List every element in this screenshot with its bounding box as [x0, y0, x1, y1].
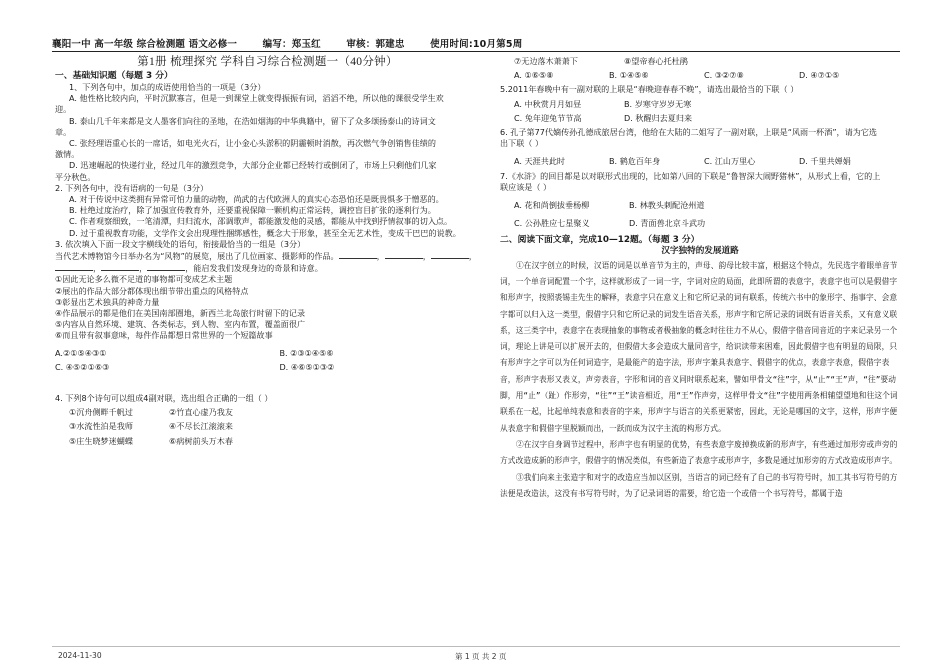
q3-options-row	[55, 348, 480, 359]
header-rule	[52, 51, 900, 52]
q4-line: ⑧望帝春心托杜鹃	[624, 56, 688, 66]
question-6-stem: 6. 孔子第77代嫡传孙孔德成旅居台湾，他给在大陆的二姐写了一副对联，上联是“风雨一杯酒”，请为它选	[500, 127, 878, 138]
q4-option-b: B. ①④⑤⑥	[609, 70, 649, 81]
q3-item: ③彰显出艺术独具的神奇力量	[55, 296, 160, 307]
q4-lines-row	[69, 421, 480, 432]
section-2-heading: 二、阅读下面文章，完成10—12题。（每题 3 分）	[500, 235, 700, 246]
q1-option-a: A. 他性格比较内向，平时沉默寡言，但是一到课堂上就变得振振有词，滔滔不绝，所以他的课很受学生欢	[69, 93, 444, 104]
header-reviewer: 审核：郭建忠	[346, 39, 405, 50]
q5-options-row	[514, 113, 900, 124]
header-date: 使用时间:10月第5周	[430, 39, 523, 50]
q2-option-b: B. 杜绝过度治疗，除了加强宣传教育外，还要重视保障一颗机构正常运转，调控盲目扩张的逐利行为。	[69, 205, 436, 216]
q3-passage-start: 当代艺术博物馆今日举办名为“风物”的展览，展出了几位画家、摄影师的作品。	[55, 251, 339, 262]
q4-lines-row	[69, 436, 480, 447]
question-7-stem: 7.《水浒》的回目都是以对联形式出现的，比如第八回的下联是“鲁智深大闹野猪林”，从形式上看，它的上	[500, 170, 881, 181]
q4-line: ③水流性泊是我师	[69, 421, 133, 432]
essay-paragraph: ②在汉字自身调节过程中，形声字也有明显的优势，有些表意字废掉换成新的形声字，有些通过加形旁或声旁的方式改造成新的形声字，假借字的情况类似，有些新造了表意字或形声字，多数是通过加形旁的方式改造成形声字。	[500, 439, 898, 466]
q4-line: ⑥病树前头万木春	[169, 435, 233, 446]
question-4-stem: 4. 下列8个诗句可以组成4副对联，选出组合正确的一组（ ）	[55, 393, 273, 404]
right-column	[500, 55, 900, 498]
essay-paragraph: ③我们向来主张造字和对字的改造应当加以区别，当语言的词已经有了自己的书写符号时，加工其书写符号的方法便是改造法，这没有书写符号时，为了记录词语的需要，给它造一个或借一个书写符号，都属于造	[500, 472, 898, 498]
section-1-heading: 一、基础知识题（每题 3 分）	[55, 71, 173, 81]
question-7-stem-cont: 联应该是（ ）	[500, 181, 552, 192]
q4-lines-row	[514, 56, 900, 67]
q1-option-b-cont: 章。	[55, 126, 72, 137]
q1-option-b: B. 泰山几千年来都是文人墨客们向往的圣地，在浩如烟海的中华典籍中，留下了众多颂扬泰山的诗词文	[69, 115, 436, 126]
q3-item: ①因此无论多么微不足道的事物都可变成艺术主题	[55, 274, 233, 285]
page-title: 第1册 梳理探究 学科自习综合检测题一（40分钟）	[137, 56, 398, 68]
footer-date: 2024-11-30	[58, 651, 102, 660]
q6-option-b: B. 鹤危百年身	[609, 156, 661, 167]
q2-option-d: D. 过于重视教育功能，文学作文会出现理性捆绑感性，概念大于形象，甚至全无艺术性，变成干巴巴的说教。	[69, 227, 461, 238]
question-1-stem: 1、下列各句中，加点的成语使用恰当的一项是（3分）	[69, 82, 266, 92]
answer-blank	[147, 262, 185, 271]
q4-options-row	[514, 70, 900, 81]
left-column	[55, 55, 480, 450]
answer-blank	[339, 250, 377, 259]
q3-option-d: D. ④⑥⑤①③②	[279, 361, 335, 372]
answer-blank	[431, 250, 469, 259]
q5-options-row	[514, 99, 900, 110]
essay-body	[500, 258, 900, 498]
q4-line: ④不尽长江滚滚来	[169, 421, 233, 432]
q7-options-row	[514, 200, 900, 211]
q6-option-c: C. 江山万里心	[704, 156, 756, 167]
q5-option-a: A. 中秋赏月月如昼	[514, 98, 582, 109]
q4-option-c: C. ③②⑦⑧	[704, 70, 744, 81]
page-header	[52, 36, 902, 50]
question-3-stem: 3. 依次填入下面一段文字横线处的语句，衔接最恰当的一组是（3分）	[55, 238, 306, 249]
q7-option-a: A. 花和尚倒拔垂杨柳	[514, 200, 590, 211]
q5-option-d: D. 秋醒归去夏归来	[624, 112, 693, 123]
q3-item: ④作品展示的都是他们在美国南部圈地，新西兰北岛旅行时留下的记录	[55, 308, 306, 319]
answer-blank	[101, 262, 139, 271]
essay-paragraph: ①在汉字创立的时候，汉语的词是以单音节为主的，声母、韵母比较丰富，根据这个特点，先民选字着眼单音节词，一个单音词配置一个字，这样就形成了一词一字，字词对应的局面，此即所谓的表意字，表意字也可以是假借字和形声字，按照裘锡圭先生的解释，表意字只在意义上和它所记录的词有联系，传统六书中的象形字、指事字、会意字都可以归入这一类型，假借字只和它所记录的词发生语音关系，形声字和它所记录的词既有语音关系，又有意义联系，这三类字中，表意字在表现抽象的事物或者极抽象的概念时往往力不从心，假借字借音同音近的字来记录另一个词，理论上讲是可以扩展开去的，但假借大多会造成大量同音字，给识读带来困难，因此假借字也有明显的局限，只有形声字之字可以为任何词造字，是最能产的造字法，形声字兼具表意字、假借字的优点，表意字表意，假借字表音，形声字表形又表义，声旁表音，字形和词的音义同时联系起来，譬如甲骨文“往”字，从“止”“王”声，“往”要动脚，用“止”（趾）作形旁，“往”“王”读音相近，用“王”作声旁，这样甲骨文“往”字使用两条相辅望望地和往这个词联系在一起，比起单纯表意和表音的字来，形声字与语言的关系更紧密，因此，无论是哪国的文字，这样，形声字便从表意字和假借字里脱颖而出，一跃而成为汉字主流的构形方式。	[500, 260, 898, 433]
q7-options-row	[514, 218, 900, 229]
q4-option-d: D. ④⑦①⑤	[799, 70, 840, 81]
q3-options-row	[55, 362, 480, 373]
answer-blank	[385, 250, 423, 259]
q4-lines-row	[69, 407, 480, 418]
q2-option-c: C. 作者观察细致，一笔清潭，归归流水，邵调歌声，都能激发他的灵感，都能从中找到抒情叙事的切入点。	[69, 216, 453, 227]
header-editor: 编写：郑玉红	[262, 39, 321, 50]
q1-option-c-cont: 激情。	[55, 149, 80, 160]
q6-option-d: D. 千里共婵娟	[799, 156, 851, 167]
q3-option-a: A.②①⑤④③①	[55, 347, 107, 358]
q4-line: ⑤庄生晓梦迷蝴蝶	[69, 435, 133, 446]
q7-option-d: D. 青面兽北京斗武功	[629, 218, 706, 229]
q7-option-c: C. 公孙胜应七星聚义	[514, 218, 590, 229]
q3-item: ⑤内容从自然环境、建筑、各类标志，到人物、室内布置，覆盖面很广	[55, 319, 306, 330]
q3-passage-line2: ， ， ，能启发我们发现身边的奇景和诗意。	[55, 262, 480, 274]
q3-passage: 当代艺术博物馆今日举办名为“风物”的展览，展出了几位画家、摄影师的作品。 ， ， ，	[55, 251, 477, 262]
q1-option-d-cont: 平分秋色。	[55, 171, 96, 182]
question-2-stem: 2. 下列各句中，没有语病的一句是（3分）	[55, 182, 209, 193]
answer-blank	[55, 262, 93, 271]
q6-options-row	[514, 156, 900, 167]
q3-passage-end: ，能启发我们发现身边的奇景和诗意。	[185, 263, 323, 274]
q4-line: ①沉舟侧畔千帆过	[69, 407, 133, 418]
q2-option-a: A. 对于传说中这类拥有异常可怕力量的动物，尚武的古代欧洲人的真实心态恐怕还是既畏惧多于憎恶的。	[69, 194, 444, 205]
q1-option-a-cont: 迎。	[55, 104, 72, 115]
footer-rule	[52, 646, 900, 647]
essay-title: 汉字独特的发展道路	[661, 246, 739, 257]
q3-option-b: B. ②③①④⑤⑥	[279, 347, 334, 358]
header-school: 襄阳一中 高一年级 综合检测题 语文必修一	[52, 39, 238, 50]
q5-option-b: B. 岁寒守岁岁无寒	[624, 98, 692, 109]
q6-option-a: A. 天涯共此时	[514, 156, 566, 167]
q3-option-c: C. ④⑤②①⑥③	[55, 361, 110, 372]
q1-option-d: D. 迅速崛起的快递行业，经过几年的激烈竞争，大部分企业都已经转行或倒闭了，市场上只剩他们几家	[69, 160, 437, 171]
q3-item: ⑥而且带有叙事意味，每件作品都想日常世界的一个短篇故事	[55, 330, 273, 341]
question-6-stem-cont: 出下联（ ）	[500, 138, 544, 149]
q4-line: ②竹直心虚乃我友	[169, 407, 233, 418]
q4-line: ⑦无边落木萧萧下	[514, 56, 578, 66]
q1-option-c: C. 张经理语重心长的一席话，如电光火石，让小金心头淤积的阴霾顿时消散，再次燃气争创销售佳绩的	[69, 138, 436, 149]
question-5-stem: 5.2011年春晚中有一副对联的上联是“春晚迎春春不晚”，请选出最恰当的下联（ ）	[500, 84, 799, 95]
footer-page-number: 第 1 页 共 2 页	[455, 652, 507, 661]
q3-item: ②展出的作品大部分都体现出细节带出重点的风格特点	[55, 285, 249, 296]
q7-option-b: B. 林教头刺配沧州道	[629, 200, 705, 211]
q5-option-c: C. 兔年迎兔节节高	[514, 112, 582, 123]
q4-option-a: A. ①⑥⑤⑧	[514, 70, 554, 81]
